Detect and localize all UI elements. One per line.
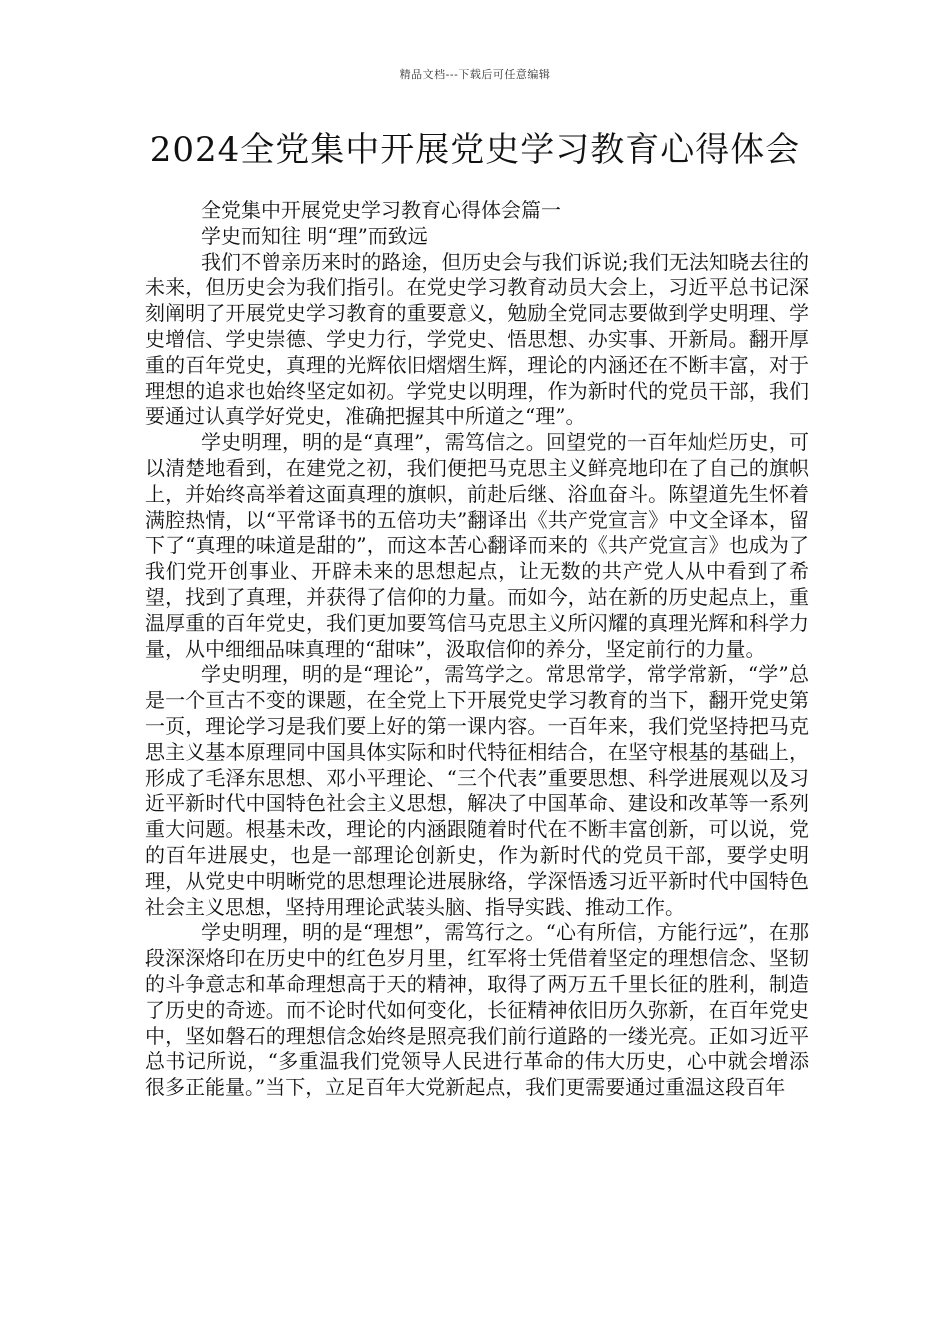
page-header: 精品文档---下载后可任意编辑: [399, 68, 551, 81]
document-body: [145, 198, 809, 1101]
article-subheading: 全党集中开展党史学习教育心得体会篇一: [201, 198, 561, 222]
body-paragraph-4: 学史明理，明的是“理想”，需笃行之。“心有所信，方能行远”，在那段深深烙印在历史中的红色岁月里，红军将士凭借着坚定的理想信念、坚韧的斗争意志和革命理想高于天的精神，取得了两万五千里长征的胜利，制造了历史的奇迹。而不论时代如何变化，长征精神依旧历久弥新，在百年党史中，坚如磐石的理想信念始终是照亮我们前行道路的一缕光亮。正如习近平总书记所说，“多重温我们党领导人民进行革命的伟大历史，心中就会增添很多正能量。”当下，立足百年大党新起点，我们更需要通过重温这段百年: [145, 920, 809, 1100]
body-paragraph-1: 我们不曾亲历来时的路途，但历史会与我们诉说;我们无法知晓去往的未来，但历史会为我们指引。在党史学习教育动员大会上，习近平总书记深刻阐明了开展党史学习教育的重要意义，勉励全党同志要做到学史明理、学史增信、学史崇德、学史力行，学党史、悟思想、办实事、开新局。翻开厚重的百年党史，真理的光辉依旧熠熠生辉，理论的内涵还在不断丰富，对于理想的追求也始终坚定如初。学党史以明理，作为新时代的党员干部，我们要通过认真学好党史，准确把握其中所道之“理”。: [145, 249, 809, 429]
body-paragraph-3: 学史明理，明的是“理论”，需笃学之。常思常学，常学常新，“学”总是一个亘古不变的课题，在全党上下开展党史学习教育的当下，翻开党史第一页，理论学习是我们要上好的第一课内容。一百年来，我们党坚持把马克思主义基本原理同中国具体实际和时代特征相结合，在坚守根基的基础上，形成了毛泽东思想、邓小平理论、“三个代表”重要思想、科学进展观以及习近平新时代中国特色社会主义思想，解决了中国革命、建设和改革等一系列重大问题。根基未改，理论的内涵跟随着时代在不断丰富创新，可以说，党的百年进展史，也是一部理论创新史，作为新时代的党员干部，要学史明理，从党史中明晰党的思想理论进展脉络，学深悟透习近平新时代中国特色社会主义思想，坚持用理论武装头脑、指导实践、推动工作。: [145, 662, 809, 919]
section-title: 学史而知往 明“理”而致远: [201, 223, 428, 248]
document-title: 2024全党集中开展党史学习教育心得体会: [149, 130, 801, 170]
body-paragraph-2: 学史明理，明的是“真理”，需笃信之。回望党的一百年灿烂历史，可以清楚地看到，在建党之初，我们便把马克思主义鲜亮地印在了自己的旗帜上，并始终高举着这面真理的旗帜，前赴后继、浴血奋斗。陈望道先生怀着满腔热情，以“平常译书的五倍功夫”翻译出《共产党宣言》中文全译本，留下了“真理的味道是甜的”，而这本苦心翻译而来的《共产党宣言》也成为了我们党开创事业、开辟未来的思想起点，让无数的共产党人从中看到了希望，找到了真理，并获得了信仰的力量。而如今，站在新的历史起点上，重温厚重的百年党史，我们更加要笃信马克思主义所闪耀的真理光辉和科学力量，从中细细品味真理的“甜味”，汲取信仰的养分，坚定前行的力量。: [145, 430, 809, 661]
